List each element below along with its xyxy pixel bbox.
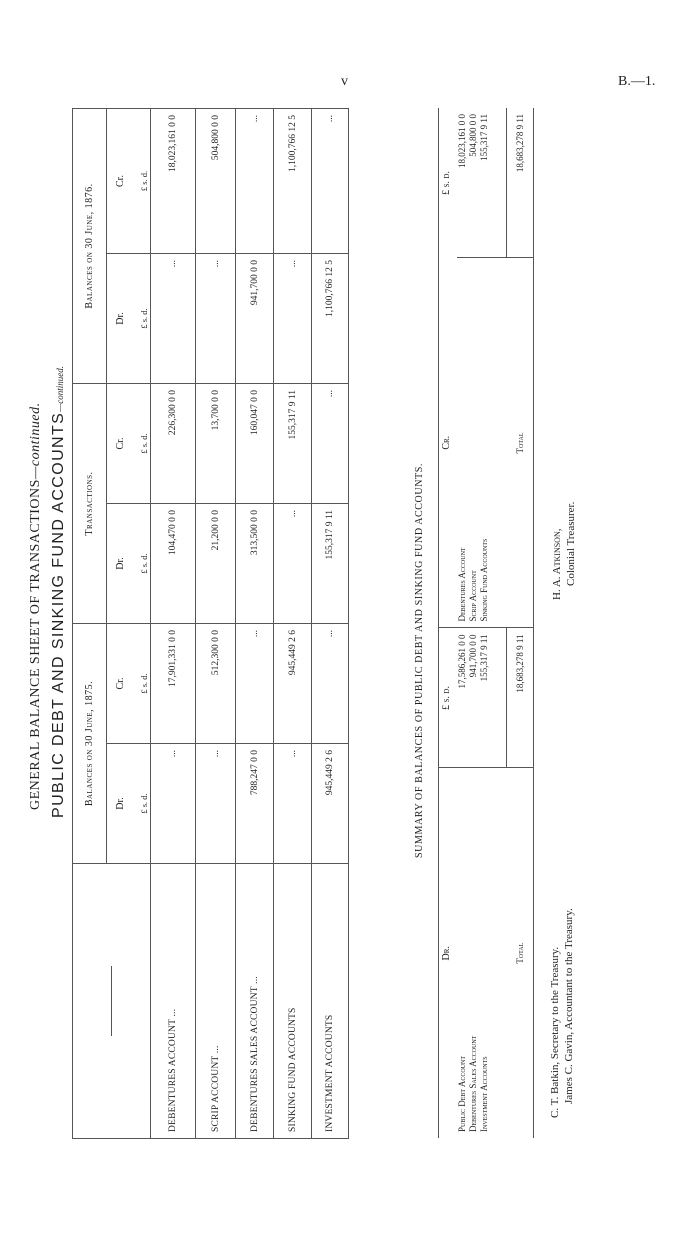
cell-balance-1876-dr: ... <box>274 254 312 384</box>
cell-transactions-cr: 160,047 0 0 <box>236 384 274 504</box>
summary-dr-item: Public Debt Account <box>456 1055 467 1132</box>
signature-treasurer-title: Colonial Treasurer. <box>565 501 577 586</box>
signature-accountant: James C. Gavin, Accountant to the Treasury. <box>563 908 575 1104</box>
signature-secretary: C. T. Batkin, Secretary to the Treasury. <box>549 946 561 1118</box>
cell-transactions-cr: 226,300 0 0 <box>151 384 196 504</box>
cell-balance-1876-cr: 504,800 0 0 <box>196 109 236 254</box>
column-header-dr: Dr. <box>107 254 135 384</box>
summary-cr-items <box>457 258 507 628</box>
cell-balance-1875-cr: 945,449 2 6 <box>274 624 312 744</box>
cell-balance-1876-dr: 941,700 0 0 <box>236 254 274 384</box>
summary-cr-item: Scrip Account <box>467 570 478 622</box>
table-row <box>236 109 274 1139</box>
summary-dr-amounts <box>457 628 507 768</box>
balance-table <box>72 109 348 1139</box>
cell-transactions-dr: ... <box>274 504 312 624</box>
row-label: SCRIP ACCOUNT ... <box>196 864 236 1139</box>
summary-body-row <box>457 108 507 1138</box>
summary-dr-total: 18,683,278 9 11 <box>506 628 533 768</box>
group-header: Balances on 30 June, 1875. <box>73 624 107 864</box>
column-header-cr: Cr. <box>107 109 135 254</box>
table-row <box>196 109 236 1139</box>
cell-transactions-cr: 155,317 9 11 <box>274 384 312 504</box>
cell-transactions-dr: 104,470 0 0 <box>151 504 196 624</box>
summary-dr-amount: 17,586,261 0 0 <box>456 634 467 689</box>
summary-cr-total: 18,683,278 9 11 <box>506 108 533 258</box>
group-header: Transactions. <box>73 384 107 624</box>
sheet-title <box>28 402 44 810</box>
cell-balance-1875-dr: ... <box>196 744 236 864</box>
table-row <box>274 109 312 1139</box>
treasurer-signature <box>550 400 578 600</box>
summary-cr-amount: 504,800 0 0 <box>467 114 478 157</box>
column-header-cr: Cr. <box>107 624 135 744</box>
cell-balance-1875-dr: 788,247 0 0 <box>236 744 274 864</box>
units-label: £ s. d. <box>135 254 151 384</box>
summary-dr-items <box>457 768 507 1138</box>
section-title-suffix: —continued. <box>55 366 65 412</box>
cell-balance-1875-dr: ... <box>151 744 196 864</box>
summary-dr-item: Debentures Sales Account <box>467 1035 478 1132</box>
cell-balance-1876-dr: ... <box>196 254 236 384</box>
label-header-cell <box>73 864 151 1139</box>
cell-balance-1875-cr: 512,300 0 0 <box>196 624 236 744</box>
summary-cr-item: Debentures Account <box>456 547 467 622</box>
summary-cr-total-label: Total <box>506 258 533 628</box>
units-label: £ s. d. <box>135 504 151 624</box>
summary-table <box>438 108 534 1138</box>
units-label: £ s. d. <box>135 109 151 254</box>
row-label: DEBENTURES ACCOUNT ... <box>151 864 196 1139</box>
treasury-signatures <box>548 818 576 1118</box>
summary-units: £ s. d. <box>439 108 457 258</box>
cell-transactions-dr: 21,200 0 0 <box>196 504 236 624</box>
cell-balance-1875-cr: ... <box>236 624 274 744</box>
document-reference: B.—1. <box>618 74 656 89</box>
section-title-text: PUBLIC DEBT AND SINKING FUND ACCOUNTS <box>50 411 67 818</box>
section-title <box>50 358 68 818</box>
balance-table-grid <box>72 108 349 1139</box>
summary-total-row <box>506 108 533 1138</box>
cell-balance-1876-cr: ... <box>312 109 349 254</box>
summary-title: SUMMARY OF BALANCES OF PUBLIC DEBT AND SINKING FUND ACCOUNTS. <box>414 463 425 858</box>
summary-cr-amount: 155,317 9 11 <box>478 114 489 161</box>
table-row <box>151 109 196 1139</box>
summary-table-grid <box>438 108 534 1138</box>
cell-balance-1875-cr: ... <box>312 624 349 744</box>
cell-balance-1875-dr: ... <box>274 744 312 864</box>
cell-balance-1875-dr: 945,449 2 6 <box>312 744 349 864</box>
cell-balance-1876-cr: ... <box>236 109 274 254</box>
summary-dr-amount: 941,700 0 0 <box>467 634 478 678</box>
summary-cr-head: Cr. <box>439 258 457 628</box>
cell-transactions-cr: 13,700 0 0 <box>196 384 236 504</box>
cell-transactions-cr: ... <box>312 384 349 504</box>
cell-transactions-dr: 155,317 9 11 <box>312 504 349 624</box>
summary-cr-amounts <box>457 108 507 258</box>
cell-balance-1875-cr: 17,901,331 0 0 <box>151 624 196 744</box>
summary-dr-item: Investment Accounts <box>478 1056 489 1132</box>
group-header: Balances on 30 June, 1876. <box>73 109 107 384</box>
units-label: £ s. d. <box>135 384 151 504</box>
summary-cr-amount: 18,023,161 0 0 <box>456 114 467 168</box>
table-row <box>312 109 349 1139</box>
row-label: SINKING FUND ACCOUNTS <box>274 864 312 1139</box>
summary-dr-total-label: Total <box>506 768 533 1138</box>
cell-transactions-dr: 313,500 0 0 <box>236 504 274 624</box>
summary-dr-head: Dr. <box>439 768 457 1138</box>
cell-balance-1876-dr: ... <box>151 254 196 384</box>
column-header-dr: Dr. <box>107 504 135 624</box>
cell-balance-1876-cr: 18,023,161 0 0 <box>151 109 196 254</box>
row-label: DEBENTURES SALES ACCOUNT ... <box>236 864 274 1139</box>
summary-units: £ s. d. <box>439 628 457 768</box>
page-number: v <box>341 74 348 89</box>
row-label: INVESTMENT ACCOUNTS <box>312 864 349 1139</box>
cell-balance-1876-dr: 1,100,766 12 5 <box>312 254 349 384</box>
sheet-title-text: GENERAL BALANCE SHEET OF TRANSACTIONS <box>28 479 43 810</box>
signature-treasurer-name: H. A. Atkinson, <box>551 528 563 600</box>
units-label: £ s. d. <box>135 624 151 744</box>
cell-balance-1876-cr: 1,100,766 12 5 <box>274 109 312 254</box>
column-header-dr: Dr. <box>107 744 135 864</box>
units-label: £ s. d. <box>135 744 151 864</box>
group-header-row <box>73 109 107 1139</box>
column-header-cr: Cr. <box>107 384 135 504</box>
summary-header-row <box>439 108 457 1138</box>
summary-cr-item: Sinking Fund Accounts <box>478 538 489 622</box>
sheet-title-suffix: —continued. <box>28 402 43 480</box>
summary-dr-amount: 155,317 9 11 <box>478 634 489 682</box>
